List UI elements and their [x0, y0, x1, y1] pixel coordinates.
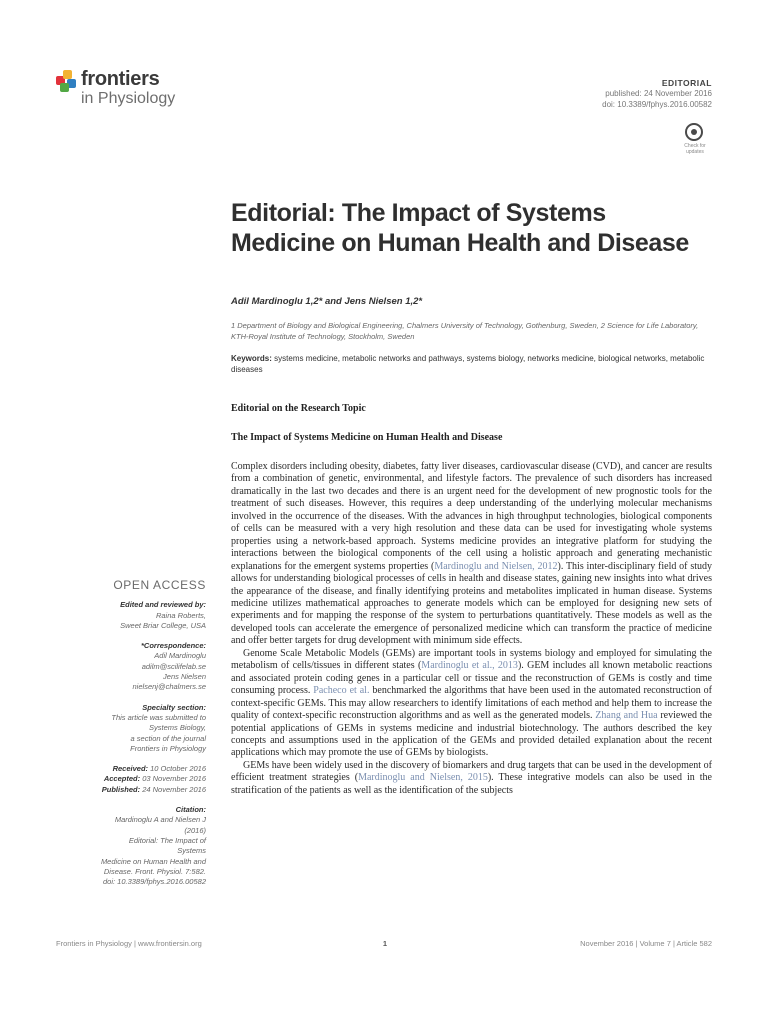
citation-text: Editorial: The Impact of Systems	[128, 835, 206, 856]
paragraph-3: GEMs have been widely used in the discovery of biomarkers and drug targets that can be used in the development of efficient treatment strategies (Mardinoglu and Nielsen, 2015). These integrative models can also be used in the stratification of the patients as well as the identification of the subjects	[231, 759, 712, 796]
journal-name-line2: in Physiology	[81, 90, 176, 107]
section-heading-research-topic: Editorial on the Research Topic	[231, 403, 366, 414]
citation-doi[interactable]: doi: 10.3389/fphys.2016.00582	[102, 877, 206, 887]
section-heading-topic-title[interactable]: The Impact of Systems Medicine on Human Health and Disease	[231, 432, 503, 443]
journal-logo	[56, 66, 206, 110]
specialty-text: This article was submitted to	[111, 712, 206, 722]
citation-link[interactable]: Mardinoglu and Nielsen, 2012	[434, 560, 558, 572]
corr-author-2: Jens Nielsen	[163, 672, 206, 682]
frontiers-logo-icon	[56, 70, 78, 92]
article-meta-header	[492, 78, 712, 110]
accepted-date: Accepted: 03 November 2016	[103, 774, 206, 784]
citation-label: Citation:	[175, 805, 206, 815]
footer-journal[interactable]: Frontiers in Physiology | www.frontiersin.org	[56, 939, 202, 948]
paragraph-2: Genome Scale Metabolic Models (GEMs) are important tools in systems biology and employed for simulating the metabolism of cells/tissues in different states (Mardinoglu et al., 2013). GEM includes all known metabolic reactions and associated protein coding genes in a particular cell or tissue and the reconstruction of GEMs is costly and time consuming process. Pacheco et al. benchmarked the algorithms that have been used in the automated reconstruction of context-specific GEMs. This may allow researchers to identify limitations of each method and help them to increase the quality of context-specific reconstruction algorithms and as well as the generated models. Zhang and Hua reviewed the potential applications of GEMs in systems medicine and industrial biotechnology. The authors described the key concepts and assumptions used in the application of the GEMs and provided detailed explanation about the recent applications which may promote the use of GEMs by biologists.	[231, 647, 713, 759]
article-type: EDITORIAL	[661, 78, 712, 88]
citation-link[interactable]: Mardinoglu et al., 2013	[421, 660, 518, 672]
article-info-sidebar	[100, 580, 206, 887]
paragraph-1: Complex disorders including obesity, diabetes, fatty liver diseases, cardiovascular disease (CVD), and cancer are results from a combination of genetic, environmental, and lifestyle factors. The prevalence of such disorders has increased dramatically in the last two decades and there is an urgent need for the development of new prognostic tools for the treatment of such diseases. However, this requires a deep understanding of the underlying molecular mechanisms involved in the occurrence of the diseases. With the advances in high throughput technologies, biological components of cells can be measured with a very high resolution and these data can be used for investigating whole systems properties using a network-based approach. Systems medicine provides an integrative platform for studying the interactions between the biological components of the cell using a holistic approach and generating mechanistic explanations for the emergent systems properties (Mardinoglu and Nielsen, 2012). This inter-disciplinary field of study allows for understanding biological processes of cells in health and disease states, gaining new insights into what drives the appearance of the disease, and finally identifying proteins and metabolites implicated in human disease. Systems medicine utilizes mathematical approaches to generate models which can be employed for designing new sets of experiments and for mapping the response of the system to perturbations quantitatively. These models as well as the developed tools can accelerate the emergence of personalized medicine which can transform the practice of medicine and offer better targets for drug development with minimum side effects.	[231, 461, 712, 647]
published-date-header: published: 24 November 2016	[605, 89, 712, 98]
keywords	[231, 353, 711, 375]
citation-text: Medicine on Human Health and	[100, 856, 206, 866]
edited-label: Edited and reviewed by:	[120, 600, 206, 610]
check-updates-icon	[685, 123, 703, 141]
specialty-text: Systems Biology,	[149, 723, 206, 733]
corr-email-2[interactable]: nielsenj@chalmers.se	[132, 682, 206, 692]
corr-author-1: Adil Mardinoglu	[154, 651, 206, 661]
specialty-text: Frontiers in Physiology	[130, 743, 206, 753]
journal-name-line1: frontiers	[81, 68, 160, 90]
specialty-label: Specialty section:	[142, 702, 206, 712]
editor-name: Raina Roberts,	[155, 610, 206, 620]
page-number: 1	[382, 939, 388, 948]
editor-affiliation: Sweet Briar College, USA	[120, 620, 206, 630]
open-access-label: OPEN ACCESS	[113, 578, 206, 592]
authors: Adil Mardinoglu 1,2* and Jens Nielsen 1,2*	[231, 296, 423, 307]
article-title: Editorial: The Impact of Systems Medicine on Human Health and Disease	[231, 199, 689, 257]
check-updates-badge[interactable]	[678, 123, 712, 157]
check-updates-label: Check for updates	[684, 143, 706, 155]
affiliations: 1 Department of Biology and Biological Engineering, Chalmers University of Technology, Gothenburg, Sweden, 2 Science for Life Laboratory, KTH-Royal Institute of Technology, Stockholm, Sweden	[231, 321, 699, 341]
corr-email-1[interactable]: adilm@scilifelab.se	[141, 661, 206, 671]
keywords-text: systems medicine, metabolic networks and pathways, systems biology, networks medicine, biological networks, metabolic diseases	[231, 354, 705, 374]
article-body	[231, 461, 712, 797]
citation-text: Mardinoglu A and Nielsen J (2016)	[114, 815, 206, 835]
citation-link[interactable]: Pacheco et al.	[313, 685, 370, 697]
citation-link[interactable]: Mardinoglu and Nielsen, 2015	[358, 772, 488, 784]
specialty-text: a section of the journal	[130, 733, 206, 743]
published-date: Published: 24 November 2016	[101, 784, 206, 794]
correspondence-label: *Correspondence:	[140, 641, 206, 651]
keywords-label: Keywords:	[231, 354, 272, 363]
citation-link[interactable]: Zhang and Hua	[595, 710, 658, 722]
citation-text: Disease. Front. Physiol. 7:582.	[103, 866, 206, 876]
doi-header[interactable]: doi: 10.3389/fphys.2016.00582	[602, 100, 712, 109]
received-date: Received: 10 October 2016	[112, 764, 206, 774]
footer-issue: November 2016 | Volume 7 | Article 582	[580, 939, 712, 948]
